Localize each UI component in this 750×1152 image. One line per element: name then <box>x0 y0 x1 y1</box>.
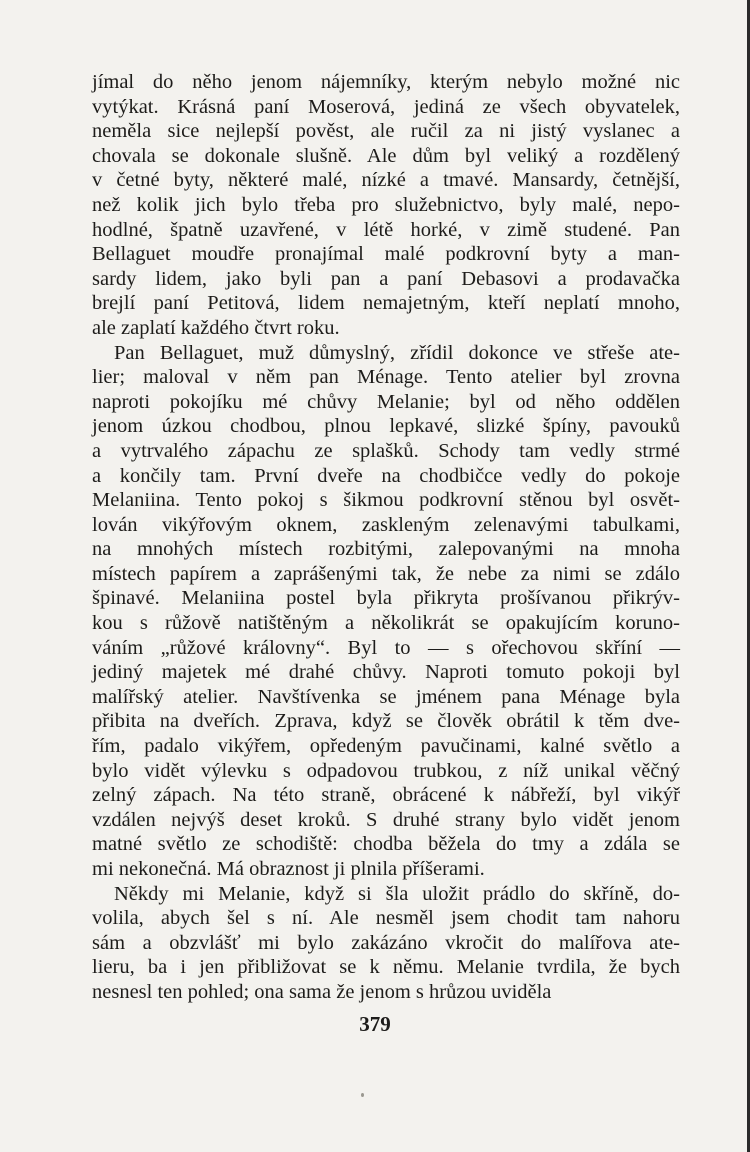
body-text <box>92 70 680 1005</box>
text-line: Pan Bellaguet, muž důmyslný, zřídil dokonce ve střeše ate- <box>114 341 680 364</box>
text-line: a končily tam. První dveře na chodbičce vedly do pokoje <box>92 464 680 487</box>
text-line: naproti pokojíku mé chůvy Melanie; byl od něho oddělen <box>92 390 680 413</box>
paragraph <box>92 882 680 1005</box>
text-line: sám a obzvlášť mi bylo zakázáno vkročit do malířova ate- <box>92 931 680 954</box>
text-line: hodlné, špatně uzavřené, v létě horké, v zimě studené. Pan <box>92 218 680 241</box>
text-line: matné světlo ze schodiště: chodba běžela do tmy a zdála se <box>92 833 680 856</box>
text-line: vytýkat. Krásná paní Moserová, jediná ze všech obyvatelek, <box>92 95 680 118</box>
paper-speck <box>361 1093 364 1097</box>
text-line: neměla sice nejlepší pověst, ale ručil za ni jistý vyslanec a <box>92 120 680 143</box>
text-line: lier; maloval v něm pan Ménage. Tento atelier byl zrovna <box>92 366 680 389</box>
text-line: vzdálen nejvýš deset kroků. S druhé strany bylo vidět jenom <box>92 808 680 831</box>
text-line: ale zaplatí každého čtvrt roku. <box>92 316 340 339</box>
text-line: jímal do něho jenom nájemníky, kterým nebylo možné nic <box>92 71 680 93</box>
text-line: místech papírem a zaprášenými tak, že nebe za nimi se zdálo <box>92 562 680 585</box>
text-line: špinavé. Melaniina postel byla přikryta prošívanou přikrýv- <box>92 587 680 610</box>
text-line: Melaniina. Tento pokoj s šikmou podkrovní stěnou byl osvět- <box>92 489 680 512</box>
text-line: váním „růžové královny“. Byl to — s ořechovou skříní — <box>92 636 680 659</box>
text-line: kou s růžově natištěným a několikrát se opakujícím koruno- <box>92 612 680 635</box>
text-line: Někdy mi Melanie, když si šla uložit prádlo do skříně, do- <box>114 882 680 905</box>
text-line: lieru, ba i jen přibližovat se k němu. Melanie tvrdila, že bych <box>92 956 680 979</box>
text-line: než kolik jich bylo třeba pro služebnictvo, byly malé, nepo- <box>92 193 680 216</box>
text-line: nesnesl ten pohled; ona sama že jenom s hrůzou uviděla <box>92 980 552 1003</box>
text-line: jenom úzkou chodbou, plnou lepkavé, slizké špíny, pavouků <box>92 415 680 438</box>
text-line: lován vikýřovým oknem, zaskleným zelenavými tabulkami, <box>92 513 680 536</box>
text-line: sardy lidem, jako byli pan a paní Debasovi a prodavačka <box>92 267 680 290</box>
text-line: v četné byty, některé malé, nízké a tmavé. Mansardy, četnější, <box>92 169 680 192</box>
paragraph <box>92 341 680 882</box>
text-line: brejlí paní Petitová, lidem nemajetným, kteří neplatí mnoho, <box>92 292 680 315</box>
text-line: zelný zápach. Na této straně, obrácené k nábřeží, byl vikýř <box>92 784 680 807</box>
text-line: malířský atelier. Navštívenka se jménem pana Ménage byla <box>92 685 680 708</box>
page-number: 379 <box>359 1012 391 1036</box>
text-line: mi nekonečná. Má obraznost ji plnila příšerami. <box>92 858 485 880</box>
text-line: a vytrvalého zápachu ze splašků. Schody tam vedly strmé <box>92 439 680 462</box>
text-line: řím, padalo vikýřem, opředeným pavučinami, kalné světlo a <box>92 735 680 758</box>
text-line: chovala se dokonale slušně. Ale dům byl veliký a rozdělený <box>92 144 680 167</box>
text-line: jediný majetek mé drahé chůvy. Naproti tomuto pokoji byl <box>92 661 680 684</box>
text-line: na mnohých místech rozbitými, zalepovanými na mnoha <box>92 538 680 561</box>
text-line: přibita na dveřích. Zprava, když se člověk obrátil k těm dve- <box>92 710 680 733</box>
text-line: volila, abych šel s ní. Ale nesměl jsem chodit tam nahoru <box>92 907 680 930</box>
paragraph <box>92 70 680 341</box>
text-line: Bellaguet moudře pronajímal malé podkrovní byty a man- <box>92 243 680 266</box>
text-line: bylo vidět výlevku s odpadovou trubkou, z níž unikal věčný <box>92 759 680 782</box>
